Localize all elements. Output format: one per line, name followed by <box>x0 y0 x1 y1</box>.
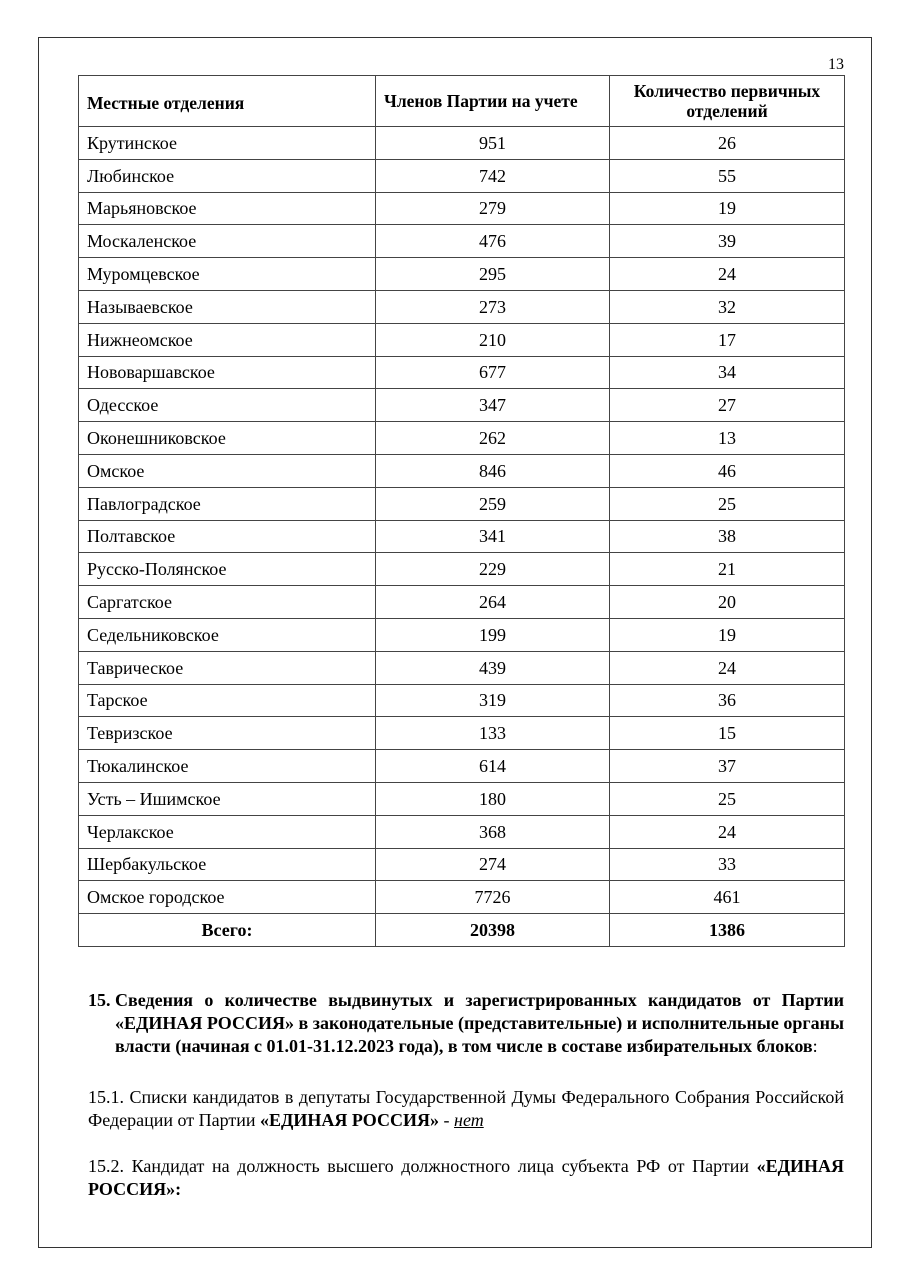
members-cell: 7726 <box>376 881 610 914</box>
branch-name-cell: Нововаршавское <box>79 356 376 389</box>
section-15-heading <box>88 989 844 1058</box>
section-heading-colon: : <box>812 1036 818 1056</box>
p151-text: 15.1. Списки кандидатов в депутаты Государственной Думы Федерального Собрания Российской Федерации от Партии <box>88 1087 844 1130</box>
p152-party: «ЕДИНАЯ РОССИЯ»: <box>88 1156 844 1199</box>
header-party-members: Членов Партии на учете <box>376 76 610 127</box>
branch-name-cell: Муромцевское <box>79 258 376 291</box>
table-row <box>79 290 845 323</box>
table-row <box>79 487 845 520</box>
primary-cell: 24 <box>610 258 845 291</box>
primary-cell: 25 <box>610 487 845 520</box>
p151-separator: - <box>439 1110 455 1130</box>
members-cell: 210 <box>376 323 610 356</box>
branch-name-cell: Полтавское <box>79 520 376 553</box>
header-local-branches: Местные отделения <box>79 76 376 127</box>
table-row <box>79 717 845 750</box>
table-row <box>79 422 845 455</box>
members-cell: 295 <box>376 258 610 291</box>
table-row <box>79 520 845 553</box>
primary-cell: 34 <box>610 356 845 389</box>
primary-cell: 13 <box>610 422 845 455</box>
table-row <box>79 258 845 291</box>
members-cell: 199 <box>376 618 610 651</box>
primary-cell: 27 <box>610 389 845 422</box>
table-row <box>79 323 845 356</box>
branch-name-cell: Тарское <box>79 684 376 717</box>
branch-name-cell: Омское городское <box>79 881 376 914</box>
table-body <box>79 127 845 914</box>
members-cell: 368 <box>376 815 610 848</box>
table-row <box>79 684 845 717</box>
table-row <box>79 815 845 848</box>
members-cell: 262 <box>376 422 610 455</box>
primary-cell: 461 <box>610 881 845 914</box>
table-row <box>79 225 845 258</box>
primary-cell: 32 <box>610 290 845 323</box>
total-primary: 1386 <box>610 914 845 947</box>
primary-cell: 25 <box>610 782 845 815</box>
table-total-row <box>79 914 845 947</box>
branch-name-cell: Крутинское <box>79 127 376 160</box>
branch-name-cell: Любинское <box>79 159 376 192</box>
members-cell: 229 <box>376 553 610 586</box>
members-cell: 677 <box>376 356 610 389</box>
primary-cell: 19 <box>610 618 845 651</box>
members-cell: 264 <box>376 586 610 619</box>
primary-cell: 38 <box>610 520 845 553</box>
paragraph-15-1 <box>88 1086 844 1132</box>
members-cell: 133 <box>376 717 610 750</box>
members-cell: 341 <box>376 520 610 553</box>
page-number: 13 <box>828 56 844 73</box>
section-number: 15. <box>88 990 111 1010</box>
branch-name-cell: Марьяновское <box>79 192 376 225</box>
primary-cell: 26 <box>610 127 845 160</box>
table-row <box>79 782 845 815</box>
branch-name-cell: Омское <box>79 454 376 487</box>
table-row <box>79 586 845 619</box>
primary-cell: 46 <box>610 454 845 487</box>
branch-name-cell: Седельниковское <box>79 618 376 651</box>
primary-cell: 33 <box>610 848 845 881</box>
members-cell: 180 <box>376 782 610 815</box>
primary-cell: 15 <box>610 717 845 750</box>
table-row <box>79 651 845 684</box>
branch-name-cell: Русско-Полянское <box>79 553 376 586</box>
members-cell: 347 <box>376 389 610 422</box>
primary-cell: 20 <box>610 586 845 619</box>
primary-cell: 19 <box>610 192 845 225</box>
total-label: Всего: <box>79 914 376 947</box>
members-cell: 846 <box>376 454 610 487</box>
primary-cell: 17 <box>610 323 845 356</box>
primary-cell: 24 <box>610 651 845 684</box>
members-cell: 742 <box>376 159 610 192</box>
branch-name-cell: Москаленское <box>79 225 376 258</box>
primary-cell: 55 <box>610 159 845 192</box>
total-members: 20398 <box>376 914 610 947</box>
table-row <box>79 192 845 225</box>
paragraph-15-2 <box>88 1155 844 1201</box>
branch-name-cell: Тевризское <box>79 717 376 750</box>
branch-name-cell: Черлакское <box>79 815 376 848</box>
members-cell: 279 <box>376 192 610 225</box>
branch-name-cell: Нижнеомское <box>79 323 376 356</box>
branch-name-cell: Таврическое <box>79 651 376 684</box>
members-cell: 439 <box>376 651 610 684</box>
table-row <box>79 618 845 651</box>
table-row <box>79 881 845 914</box>
primary-cell: 37 <box>610 750 845 783</box>
members-cell: 319 <box>376 684 610 717</box>
table-row <box>79 356 845 389</box>
branch-name-cell: Шербакульское <box>79 848 376 881</box>
p151-party: «ЕДИНАЯ РОССИЯ» <box>260 1110 440 1130</box>
section-15 <box>88 989 844 1058</box>
members-cell: 274 <box>376 848 610 881</box>
table-row <box>79 159 845 192</box>
section-heading-text: Сведения о количестве выдвинутых и зарегистрированных кандидатов от Партии «ЕДИНАЯ РОССИЯ» в законодательные (представительные) и исполнительные органы власти (начиная с 01.01-31.12.2023 года), в том числе в составе избирательных блоков <box>115 990 844 1056</box>
branches-table <box>78 75 845 947</box>
branch-name-cell: Усть – Ишимское <box>79 782 376 815</box>
members-cell: 476 <box>376 225 610 258</box>
branch-name-cell: Павлоградское <box>79 487 376 520</box>
branch-name-cell: Оконешниковское <box>79 422 376 455</box>
table-row <box>79 553 845 586</box>
p151-answer: нет <box>454 1110 484 1130</box>
table-row <box>79 389 845 422</box>
table-row <box>79 127 845 160</box>
table-row <box>79 848 845 881</box>
branch-name-cell: Тюкалинское <box>79 750 376 783</box>
branch-name-cell: Одесское <box>79 389 376 422</box>
primary-cell: 21 <box>610 553 845 586</box>
branch-name-cell: Саргатское <box>79 586 376 619</box>
members-cell: 614 <box>376 750 610 783</box>
table-header-row <box>79 76 845 127</box>
members-cell: 259 <box>376 487 610 520</box>
primary-cell: 39 <box>610 225 845 258</box>
table-row <box>79 454 845 487</box>
header-primary-branches: Количество первичных отделений <box>610 76 845 127</box>
p152-text: 15.2. Кандидат на должность высшего должностного лица субъекта РФ от Партии <box>88 1156 757 1176</box>
members-cell: 951 <box>376 127 610 160</box>
primary-cell: 36 <box>610 684 845 717</box>
branch-name-cell: Называевское <box>79 290 376 323</box>
table-row <box>79 750 845 783</box>
primary-cell: 24 <box>610 815 845 848</box>
members-cell: 273 <box>376 290 610 323</box>
